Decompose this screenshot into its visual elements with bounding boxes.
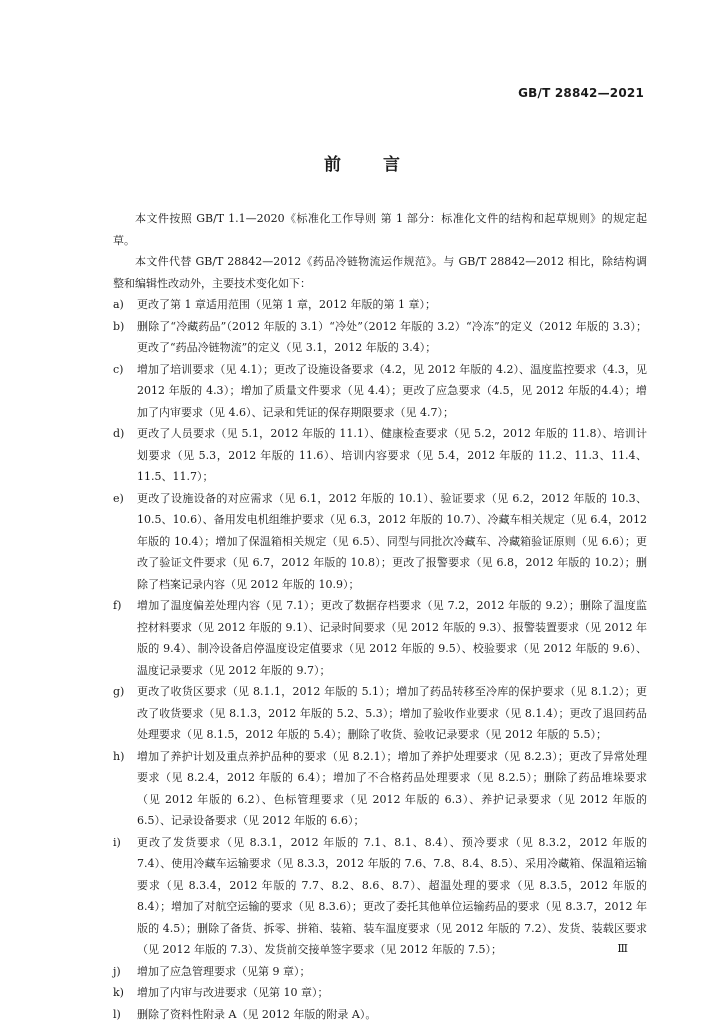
list-marker: b)	[113, 316, 137, 359]
list-marker: k)	[113, 982, 137, 1004]
list-text: 更改了发货要求（见 8.3.1，2012 年版的 7.1、8.1、8.4）、预冷要求（见 8.3.2，2012 年版的 7.4）、使用冷藏车运输要求（见 8.3.3，2012 年版的 7.6、7.8、8.4、8.5）、采用冷藏箱、保温箱运输要求（见 8.3.4，2012 年版的 7.7、8.2、8.6、8.7）、超温处理的要求（见 8.3.5，2012 年版的 8.4）；增加了对航空运输的要求（见 8.3.6）；更改了委托其他单位运输药品的要求（见 8.3.7，2012 年版的 4.5）；删除了备货、拆零、拼箱、装箱、装车温度要求（见 2012 年版的 7.2）、发货、装载区要求（见 2012 年版的 7.3）、发货前交接单签字要求（见 2012 年版的 7.5）；	[137, 832, 647, 961]
list-item	[113, 359, 647, 424]
intro-paragraph-2: 本文件代替 GB/T 28842—2012《药品冷链物流运作规范》。与 GB/T 28842—2012 相比，除结构调整和编辑性改动外，主要技术变化如下：	[113, 251, 647, 294]
list-text: 增加了内审与改进要求（见第 10 章）；	[137, 982, 647, 1004]
list-text: 增加了应急管理要求（见第 9 章）；	[137, 961, 647, 983]
intro-paragraph-1: 本文件按照 GB/T 1.1—2020《标准化工作导则 第 1 部分：标准化文件的结构和起草规则》的规定起草。	[113, 208, 647, 251]
list-marker: e)	[113, 488, 137, 596]
list-item	[113, 316, 647, 359]
list-marker: j)	[113, 961, 137, 983]
list-text: 更改了设施设备的对应需求（见 6.1，2012 年版的 10.1）、验证要求（见 6.2，2012 年版的 10.3、10.5、10.6）、备用发电机组维护要求（见 6.3，2012 年版的 10.7）、冷藏车相关规定（见 6.4，2012 年版的 10.4）；增加了保温箱相关规定（见 6.5）、同型与同批次冷藏车、冷藏箱验证原则（见 6.6）；更改了验证文件要求（见 6.7，2012 年版的 10.8）；更改了报警要求（见 6.8，2012 年版的 10.2）；删除了档案记录内容（见 2012 年版的 10.9）；	[137, 488, 647, 596]
list-item	[113, 832, 647, 961]
list-text: 更改了收货区要求（见 8.1.1，2012 年版的 5.1）；增加了药品转移至冷库的保护要求（见 8.1.2）；更改了收货要求（见 8.1.3，2012 年版的 5.2、5.3）；增加了验收作业要求（见 8.1.4）；更改了退回药品处理要求（见 8.1.5，2012 年版的 5.4）；删除了收货、验收记录要求（见 2012 年版的 5.5）；	[137, 681, 647, 746]
list-marker: g)	[113, 681, 137, 746]
list-marker: h)	[113, 746, 137, 832]
list-item	[113, 1004, 647, 1025]
list-item	[113, 423, 647, 488]
list-item	[113, 961, 647, 983]
list-marker: i)	[113, 832, 137, 961]
list-marker: a)	[113, 294, 137, 316]
document-body	[113, 208, 647, 1025]
page-title: 前言	[0, 150, 724, 175]
list-marker: c)	[113, 359, 137, 424]
list-marker: f)	[113, 595, 137, 681]
list-text: 增加了培训要求（见 4.1）；更改了设施设备要求（4.2，见 2012 年版的 4.2）、温度监控要求（4.3，见 2012 年版的 4.3）；增加了质量文件要求（见 4.4）；更改了应急要求（4.5，见 2012 年版的4.4）；增加了内审要求（见 4.6）、记录和凭证的保存期限要求（见 4.7）；	[137, 359, 647, 424]
page-number: Ⅲ	[617, 942, 628, 955]
list-item	[113, 595, 647, 681]
list-item	[113, 488, 647, 596]
list-text: 增加了温度偏差处理内容（见 7.1）；更改了数据存档要求（见 7.2，2012 年版的 9.2）；删除了温度监控材料要求（见 2012 年版的 9.1）、记录时间要求（见 2012 年版的 9.3）、报警装置要求（见 2012 年版的 9.4）、制冷设备启停温度设定值要求（见 2012 年版的 9.5）、校验要求（见 2012 年版的 9.6）、温度记录要求（见 2012 年版的 9.7）；	[137, 595, 647, 681]
list-text: 增加了养护计划及重点养护品种的要求（见 8.2.1）；增加了养护处理要求（见 8.2.3）；更改了异常处理要求（见 8.2.4，2012 年版的 6.4）；增加了不合格药品处理要求（见 8.2.5）；删除了药品堆垛要求（见 2012 年版的 6.2）、色标管理要求（见 2012 年版的 6.3）、养护记录要求（见 2012 年版的 6.5）、记录设备要求（见 2012 年版的 6.6）；	[137, 746, 647, 832]
standard-number: GB/T 28842—2021	[518, 86, 644, 100]
list-item	[113, 746, 647, 832]
list-text: 更改了人员要求（见 5.1，2012 年版的 11.1）、健康检查要求（见 5.2，2012 年版的 11.8）、培训计划要求（见 5.3，2012 年版的 11.6）、培训内容要求（见 5.4，2012 年版的 11.2、11.3、11.4、11.5、11.7）；	[137, 423, 647, 488]
list-marker: d)	[113, 423, 137, 488]
list-item	[113, 294, 647, 316]
list-marker: l)	[113, 1004, 137, 1025]
list-text: 更改了第 1 章适用范围（见第 1 章，2012 年版的第 1 章）；	[137, 294, 647, 316]
list-text: 删除了资料性附录 A（见 2012 年版的附录 A）。	[137, 1004, 647, 1025]
list-item	[113, 681, 647, 746]
list-text: 删除了“冷藏药品”（2012 年版的 3.1）“冷处”（2012 年版的 3.2）“冷冻”的定义（2012 年版的 3.3）；更改了“药品冷链物流”的定义（见 3.1，2012 年版的 3.4）；	[137, 316, 647, 359]
list-item	[113, 982, 647, 1004]
